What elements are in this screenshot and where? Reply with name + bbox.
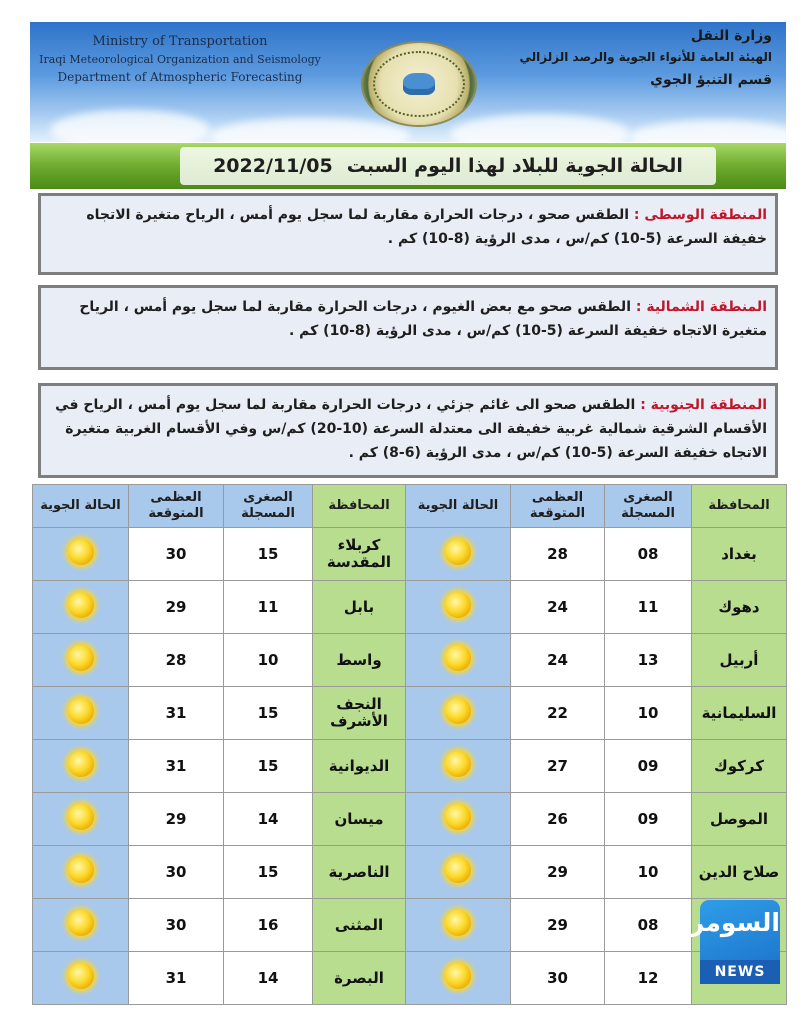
max-temp-cell: 29: [511, 846, 605, 899]
governorate-cell: النجف الأشرف: [313, 687, 406, 740]
header-banner: [30, 22, 786, 142]
title-bar: [30, 143, 786, 189]
region-south: [38, 383, 778, 478]
table-row: [33, 581, 787, 634]
region-name: المنطقة الوسطى :: [633, 207, 767, 223]
max-temp-cell: 31: [129, 740, 224, 793]
condition-cell: [406, 793, 511, 846]
min-temp-cell: 14: [224, 793, 313, 846]
sun-icon: [445, 804, 471, 830]
sun-icon: [445, 857, 471, 883]
max-temp-cell: 30: [129, 528, 224, 581]
condition-cell: [33, 793, 129, 846]
min-temp-cell: 10: [224, 634, 313, 687]
max-temp-cell: 30: [129, 846, 224, 899]
sun-icon: [68, 539, 94, 565]
table-row: [33, 740, 787, 793]
max-temp-cell: 30: [129, 899, 224, 952]
region-name: المنطقة الشمالية :: [635, 299, 767, 315]
max-temp-cell: 28: [511, 528, 605, 581]
min-temp-cell: 08: [605, 528, 692, 581]
department-name-ar: قسم التنبؤ الجوي: [650, 72, 772, 88]
condition-cell: [33, 846, 129, 899]
region-text: الطقس صحو مع بعض الغيوم ، درجات الحرارة مقاربة لما سجل يوم أمس ، الرياح متغيرة الاتجاه خفيفة السرعة (5-10) كم/س ، مدى الرؤية (8-10) كم .: [79, 299, 767, 339]
sun-icon: [68, 698, 94, 724]
header-condition: الحالة الجوية: [33, 485, 129, 528]
governorate-cell: الديوانية: [313, 740, 406, 793]
header-max: العظمى المتوقعة: [129, 485, 224, 528]
condition-cell: [406, 740, 511, 793]
table-row: [33, 793, 787, 846]
sun-icon: [68, 857, 94, 883]
sun-icon: [445, 963, 471, 989]
header-min: الصغرى المسجلة: [605, 485, 692, 528]
table-header-row: [33, 485, 787, 528]
governorate-cell: البصرة: [313, 952, 406, 1005]
condition-cell: [406, 952, 511, 1005]
max-temp-cell: 29: [129, 793, 224, 846]
min-temp-cell: 13: [605, 634, 692, 687]
condition-cell: [33, 528, 129, 581]
region-north: [38, 285, 778, 370]
header-min: الصغرى المسجلة: [224, 485, 313, 528]
region-text: الطقس صحو الى غائم جزئي ، درجات الحرارة مقاربة لما سجل يوم أمس ، الرياح في الأقسام الشرقية شمالية غربية خفيفة الى معتدلة السرعة (10-20) كم/س وفي الأقسام الغربية متغيرة الاتجاه خفيفة السرعة (5-10) كم/س ، مدى الرؤية (6-8) كم .: [55, 397, 767, 461]
condition-cell: [33, 740, 129, 793]
governorate-cell: بابل: [313, 581, 406, 634]
min-temp-cell: 14: [224, 952, 313, 1005]
header-governorate: المحافظة: [313, 485, 406, 528]
min-temp-cell: 16: [224, 899, 313, 952]
sun-icon: [68, 751, 94, 777]
governorate-cell: كركوك: [692, 740, 787, 793]
min-temp-cell: 10: [605, 687, 692, 740]
organization-logo: [363, 43, 475, 125]
condition-cell: [406, 899, 511, 952]
governorate-cell: المثنى: [313, 899, 406, 952]
governorate-cell: واسط: [313, 634, 406, 687]
max-temp-cell: 22: [511, 687, 605, 740]
condition-cell: [33, 687, 129, 740]
watermark-arabic: السومرية: [665, 908, 780, 937]
max-temp-cell: 29: [511, 899, 605, 952]
table-row: [33, 528, 787, 581]
max-temp-cell: 27: [511, 740, 605, 793]
min-temp-cell: 15: [224, 687, 313, 740]
title-date: 2022/11/05: [213, 155, 333, 177]
condition-cell: [406, 634, 511, 687]
min-temp-cell: 11: [605, 581, 692, 634]
governorate-cell: الموصل: [692, 793, 787, 846]
max-temp-cell: 24: [511, 581, 605, 634]
ministry-name-en: Ministry of Transportation: [92, 34, 268, 49]
governorate-cell: السليمانية: [692, 687, 787, 740]
condition-cell: [406, 687, 511, 740]
max-temp-cell: 26: [511, 793, 605, 846]
min-temp-cell: 09: [605, 740, 692, 793]
min-temp-cell: 15: [224, 740, 313, 793]
title-box: [180, 147, 716, 185]
cloud-icon: [403, 73, 435, 95]
region-center: [38, 193, 778, 275]
governorate-cell: بغداد: [692, 528, 787, 581]
department-name-en: Department of Atmospheric Forecasting: [57, 70, 303, 84]
header-governorate: المحافظة: [692, 485, 787, 528]
max-temp-cell: 31: [129, 687, 224, 740]
max-temp-cell: 28: [129, 634, 224, 687]
governorate-cell: ميسان: [313, 793, 406, 846]
sun-icon: [68, 645, 94, 671]
watermark-english: NEWS: [700, 960, 780, 984]
table-row: [33, 952, 787, 1005]
organization-name-ar: الهيئة العامة للأنواء الجوية والرصد الزلزالي: [519, 50, 772, 64]
max-temp-cell: 29: [129, 581, 224, 634]
organization-name-en: Iraqi Meteorological Organization and Seismology: [39, 53, 321, 66]
governorate-cell: الناصرية: [313, 846, 406, 899]
header-arabic: [512, 28, 772, 88]
max-temp-cell: 24: [511, 634, 605, 687]
page-title: الحالة الجوية للبلاد لهذا اليوم السبت: [346, 155, 683, 177]
max-temp-cell: 31: [129, 952, 224, 1005]
min-temp-cell: 12: [605, 952, 692, 1005]
sun-icon: [445, 698, 471, 724]
min-temp-cell: 08: [605, 899, 692, 952]
governorate-cell: دهوك: [692, 581, 787, 634]
condition-cell: [406, 846, 511, 899]
governorate-cell: كربلاء المقدسة: [313, 528, 406, 581]
region-name: المنطقة الجنوبية :: [640, 397, 767, 413]
condition-cell: [33, 581, 129, 634]
min-temp-cell: 10: [605, 846, 692, 899]
news-watermark-logo: [665, 900, 780, 984]
header-max: العظمى المتوقعة: [511, 485, 605, 528]
governorate-cell: صلاح الدين: [692, 846, 787, 899]
condition-cell: [33, 634, 129, 687]
max-temp-cell: 30: [511, 952, 605, 1005]
sun-icon: [68, 592, 94, 618]
min-temp-cell: 11: [224, 581, 313, 634]
header-condition: الحالة الجوية: [406, 485, 511, 528]
sun-icon: [445, 910, 471, 936]
sun-icon: [445, 592, 471, 618]
table-row: [33, 687, 787, 740]
sun-icon: [68, 910, 94, 936]
sun-icon: [445, 645, 471, 671]
condition-cell: [406, 581, 511, 634]
min-temp-cell: 15: [224, 846, 313, 899]
min-temp-cell: 09: [605, 793, 692, 846]
sun-icon: [68, 804, 94, 830]
sun-icon: [445, 539, 471, 565]
min-temp-cell: 15: [224, 528, 313, 581]
header-english: [30, 34, 330, 84]
condition-cell: [406, 528, 511, 581]
table-row: [33, 846, 787, 899]
governorate-cell: أربيل: [692, 634, 787, 687]
table-row: [33, 634, 787, 687]
condition-cell: [33, 952, 129, 1005]
sun-icon: [445, 751, 471, 777]
sun-icon: [68, 963, 94, 989]
condition-cell: [33, 899, 129, 952]
ministry-name-ar: وزارة النقل: [690, 28, 772, 44]
region-text: الطقس صحو ، درجات الحرارة مقاربة لما سجل يوم أمس ، الرياح متغيرة الاتجاه خفيفة السرعة (5-10) كم/س ، مدى الرؤية (8-10) كم .: [86, 207, 767, 247]
